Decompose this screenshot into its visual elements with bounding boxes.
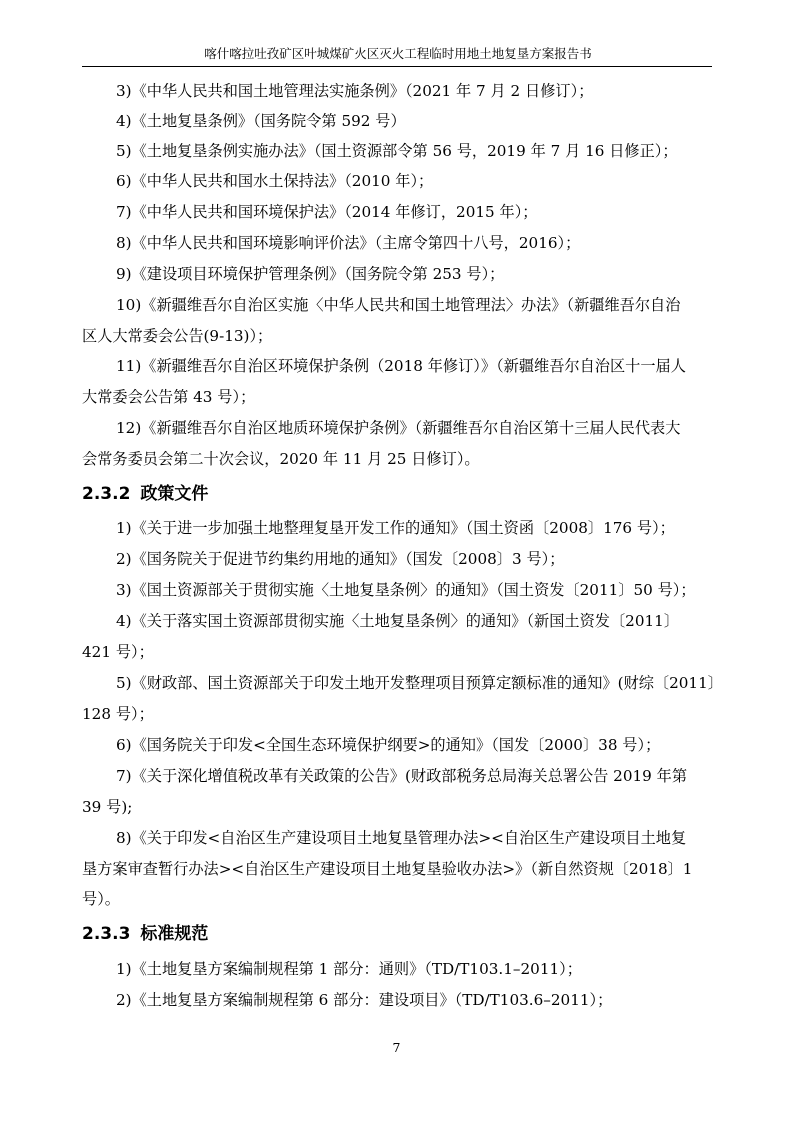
policy-item-7: [82, 761, 709, 822]
policy-item-1: 1)《关于进一步加强土地整理复垦开发工作的通知》（国土资函〔2008〕176 号）；: [116, 519, 675, 537]
law-item-9: 9)《建设项目环境保护管理条例》（国务院令第 253 号）；: [116, 265, 505, 283]
law-item-10: [82, 290, 709, 351]
policy-item-5: [82, 668, 723, 729]
section-heading-policy: [82, 482, 208, 506]
policy-item-8-line2: 垦方案审查暂行办法><自治区生产建设项目土地复垦验收办法>》（新自然资规〔2018〕1: [82, 859, 693, 878]
policy-item-5-line2: 128 号）；: [82, 704, 154, 723]
law-item-11: [82, 351, 709, 412]
law-item-6: 6)《中华人民共和国水土保持法》（2010 年）；: [116, 172, 434, 190]
section-heading-standards: [82, 922, 208, 946]
law-item-11-line2: 大常委会公告第 43 号）；: [82, 387, 256, 406]
header-rule: [82, 66, 712, 67]
section-title: 标准规范: [140, 924, 209, 944]
law-item-12: [82, 413, 709, 474]
policy-item-6: 6)《国务院关于印发<全国生态环境保护纲要>的通知》（国发〔2000〕38 号）；: [116, 736, 661, 754]
law-item-10-line2: 区人大常委会公告(9-13)）；: [82, 326, 273, 345]
policy-item-4: [82, 606, 709, 667]
policy-item-5-line1: 5)《财政部、国土资源部关于印发土地开发整理项目预算定额标准的通知》(财综〔2011〕: [116, 674, 723, 692]
law-item-4: 4)《土地复垦条例》（国务院令第 592 号）: [116, 112, 406, 130]
law-item-11-line1: 11)《新疆维吾尔自治区环境保护条例（2018 年修订）》（新疆维吾尔自治区十一届人: [116, 357, 686, 375]
policy-item-8: [82, 823, 709, 915]
policy-item-7-line2: 39 号);: [82, 797, 133, 816]
section-title: 政策文件: [140, 484, 209, 504]
section-number: 2.3.3: [82, 924, 131, 944]
law-item-10-line1: 10)《新疆维吾尔自治区实施〈中华人民共和国土地管理法〉办法》（新疆维吾尔自治: [116, 296, 681, 314]
law-item-12-line1: 12)《新疆维吾尔自治区地质环境保护条例》（新疆维吾尔自治区第十三届人民代表大: [116, 419, 681, 437]
page-number: 7: [392, 1040, 401, 1055]
policy-item-3: 3)《国土资源部关于贯彻实施〈土地复垦条例〉的通知》（国土资发〔2011〕50 号）；: [116, 581, 696, 599]
policy-item-7-line1: 7)《关于深化增值税改革有关政策的公告》(财政部税务总局海关总署公告 2019 年第: [116, 767, 688, 785]
policy-item-2: 2)《国务院关于促进节约集约用地的通知》（国发〔2008〕3 号）；: [116, 550, 565, 568]
law-item-3: 3)《中华人民共和国土地管理法实施条例》（2021 年 7 月 2 日修订）；: [116, 82, 594, 100]
law-item-7: 7)《中华人民共和国环境保护法》（2014 年修订，2015 年）；: [116, 203, 538, 221]
policy-item-4-line2: 421 号）；: [82, 642, 154, 661]
law-item-12-line2: 会常务委员会第二十次会议，2020 年 11 月 25 日修订）。: [82, 449, 480, 468]
policy-item-8-line3: 号）。: [82, 890, 120, 908]
policy-item-4-line1: 4)《关于落实国土资源部贯彻实施〈土地复垦条例〉的通知》（新国土资发〔2011〕: [116, 612, 680, 630]
policy-item-8-line1: 8)《关于印发<自治区生产建设项目土地复垦管理办法><自治区生产建设项目土地复: [116, 829, 687, 847]
standard-item-2: 2)《土地复垦方案编制规程第 6 部分：建设项目》（TD/T103.6–2011）；: [116, 991, 613, 1009]
section-number: 2.3.2: [82, 484, 131, 504]
law-item-8: 8)《中华人民共和国环境影响评价法》（主席令第四十八号，2016）；: [116, 234, 581, 252]
law-item-5: 5)《土地复垦条例实施办法》（国土资源部令第 56 号，2019 年 7 月 16 日修正）；: [116, 142, 678, 160]
header-title: 喀什喀拉吐孜矿区叶城煤矿火区灭火工程临时用地土地复垦方案报告书: [204, 46, 592, 61]
standard-item-1: 1)《土地复垦方案编制规程第 1 部分：通则》（TD/T103.1–2011）；: [116, 960, 582, 978]
